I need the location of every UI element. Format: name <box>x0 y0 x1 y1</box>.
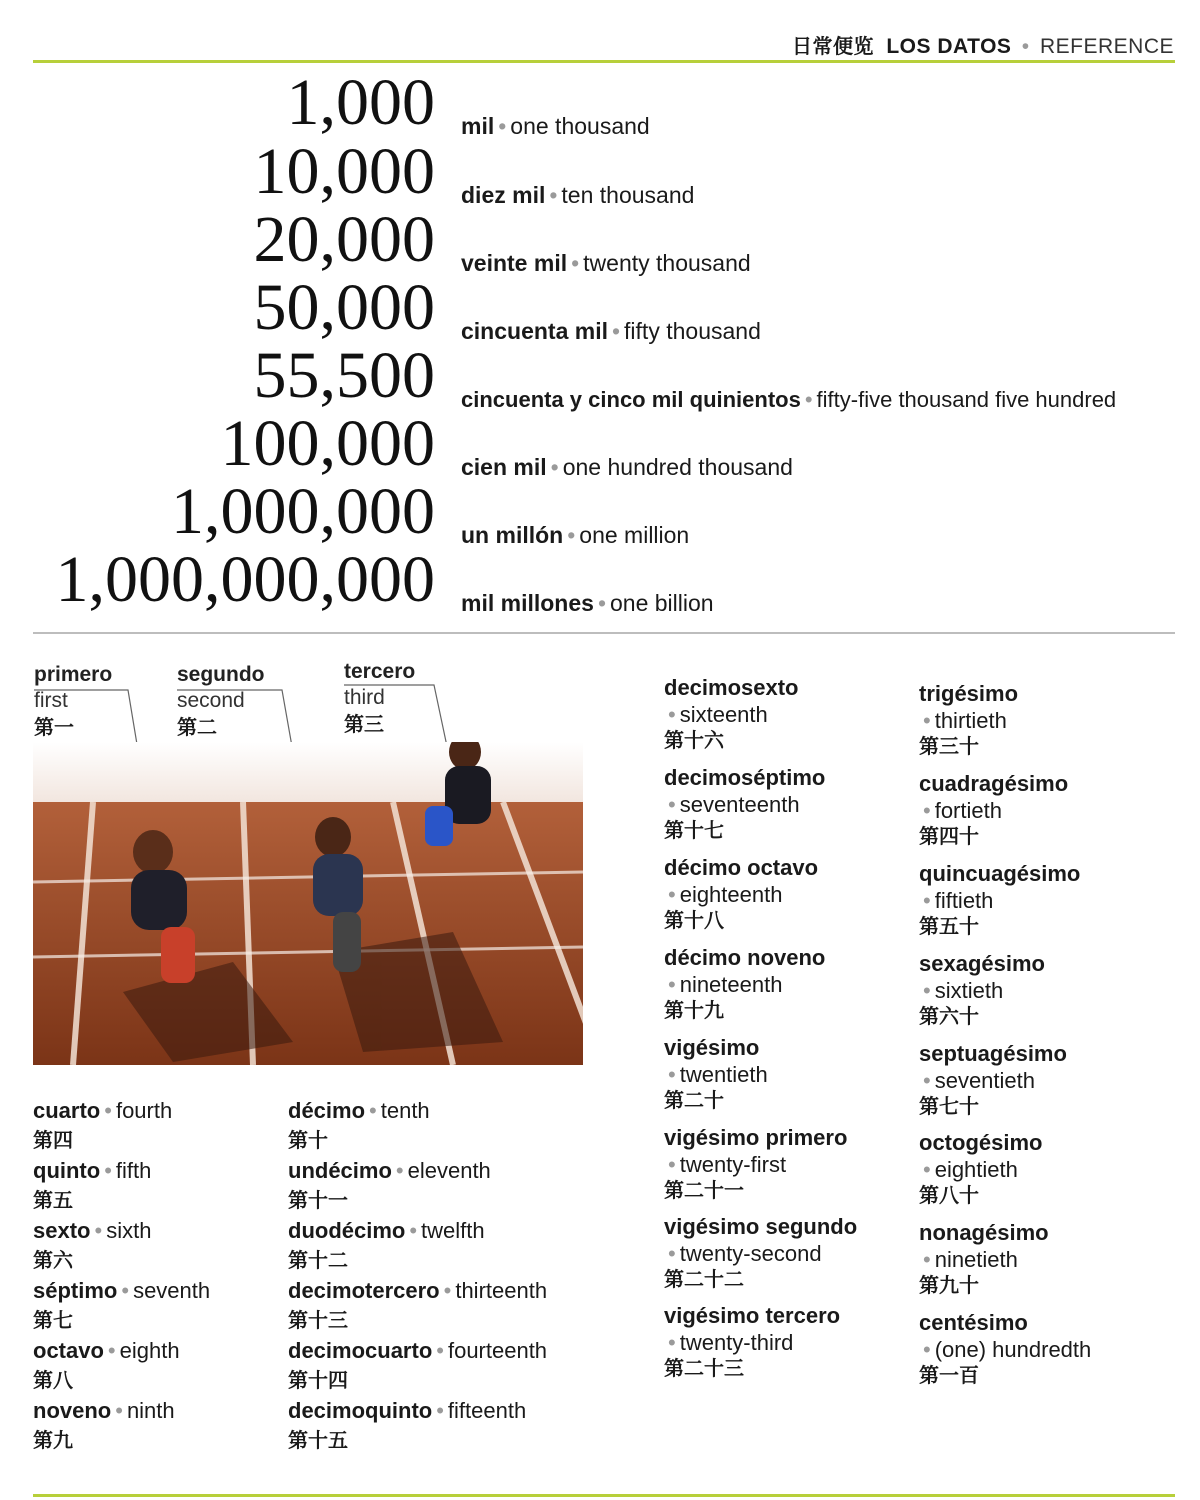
label-es: primero <box>34 663 113 686</box>
big-number-en: one billion <box>610 590 714 616</box>
bullet: • <box>436 1398 444 1423</box>
ordinal-zh: 第十 <box>288 1128 328 1152</box>
bullet: • <box>923 1157 931 1182</box>
big-number-en: one hundred thousand <box>562 454 793 480</box>
bullet: • <box>668 1152 676 1177</box>
bullet: • <box>104 1158 112 1183</box>
ordinal-es: vigésimo <box>664 1035 760 1060</box>
ordinal-en-line <box>664 1151 914 1178</box>
bullet: • <box>549 182 558 208</box>
ordinal-en-line <box>664 1240 914 1267</box>
ordinal-entry <box>664 764 914 842</box>
ordinal-en-line <box>919 1067 1169 1094</box>
ordinal-zh: 第六十 <box>919 1004 979 1028</box>
ordinal-es: séptimo <box>33 1278 118 1303</box>
ordinal-zh: 第十四 <box>288 1368 348 1392</box>
ordinal-en: seventeenth <box>679 792 800 817</box>
ordinal-entry <box>288 1337 608 1394</box>
bullet: • <box>443 1278 452 1303</box>
ordinal-en: fifth <box>115 1158 152 1183</box>
bullet: • <box>668 882 676 907</box>
ordinal-es: decimoquinto <box>288 1398 433 1423</box>
big-number-en: fifty-five thousand five hundred <box>816 387 1117 412</box>
ordinal-es: decimocuarto <box>288 1338 433 1363</box>
bullet: • <box>436 1338 444 1363</box>
ordinal-es: octavo <box>33 1338 104 1363</box>
bullet: • <box>567 522 576 548</box>
big-number-es: cincuenta y cinco mil quinientos <box>461 387 801 412</box>
ordinal-zh: 第五 <box>33 1188 73 1212</box>
ordinal-en: ninetieth <box>934 1247 1018 1272</box>
ordinal-en-line <box>919 1336 1169 1363</box>
ordinal-es: quincuagésimo <box>919 861 1081 886</box>
big-number-en: one million <box>579 522 690 548</box>
ordinal-zh: 第二十 <box>664 1088 724 1112</box>
ordinal-es: duodécimo <box>288 1218 406 1243</box>
bullet: • <box>923 798 931 823</box>
bottom-rule <box>33 1494 1175 1497</box>
ordinal-entry <box>919 860 1169 938</box>
ordinal-entry <box>919 950 1169 1028</box>
ordinal-zh: 第十七 <box>664 818 724 842</box>
ordinal-es: septuagésimo <box>919 1041 1067 1066</box>
bullet: • <box>668 1062 676 1087</box>
ordinal-zh: 第九十 <box>919 1273 979 1297</box>
ordinal-entry <box>664 854 914 932</box>
ordinal-en: twelfth <box>421 1218 485 1243</box>
bullet: • <box>395 1158 404 1183</box>
bullet: • <box>409 1218 418 1243</box>
header-en: REFERENCE <box>1039 35 1174 58</box>
ordinal-zh: 第十一 <box>288 1188 348 1212</box>
ordinal-en-line <box>919 1246 1169 1273</box>
ordinal-es: centésimo <box>919 1310 1028 1335</box>
ordinal-en: thirtieth <box>934 708 1007 733</box>
ordinal-zh: 第八十 <box>919 1183 979 1207</box>
header-separator: • <box>1021 35 1030 58</box>
ordinal-entry <box>664 1302 914 1380</box>
ordinal-en-line <box>664 1061 914 1088</box>
ordinal-entry <box>288 1157 608 1214</box>
label-zh: 第二 <box>177 715 217 739</box>
ordinal-zh: 第三十 <box>919 734 979 758</box>
ordinal-en-line <box>919 797 1169 824</box>
ordinal-entry <box>288 1277 608 1334</box>
bullet: • <box>369 1098 377 1123</box>
ordinal-es: decimotercero <box>288 1278 440 1303</box>
ordinal-entry <box>664 944 914 1022</box>
label-en: first <box>34 689 68 712</box>
ordinal-entry <box>33 1217 293 1274</box>
bullet: • <box>923 1247 931 1272</box>
ordinal-en-line <box>919 707 1169 734</box>
ordinal-zh: 第六 <box>33 1248 73 1272</box>
ordinal-es: décimo noveno <box>664 945 826 970</box>
ordinal-en-line <box>919 1156 1169 1183</box>
ordinal-en: tenth <box>380 1098 430 1123</box>
ordinal-entry <box>664 1124 914 1202</box>
big-number-figure: 1,000 <box>286 66 435 139</box>
ordinal-en-line <box>664 971 914 998</box>
bullet: • <box>668 972 676 997</box>
ordinal-en: ninth <box>126 1398 175 1423</box>
ordinal-zh: 第七 <box>33 1308 73 1332</box>
ordinal-es: cuarto <box>33 1098 101 1123</box>
label-es: tercero <box>344 660 416 683</box>
bullet: • <box>668 1330 676 1355</box>
ordinal-en: nineteenth <box>679 972 783 997</box>
ordinal-en-line <box>664 791 914 818</box>
ordinal-entry <box>33 1277 293 1334</box>
ordinal-entry <box>664 1213 914 1291</box>
ordinal-es: décimo <box>288 1098 366 1123</box>
ordinal-entry <box>919 770 1169 848</box>
ordinal-entry <box>33 1337 293 1394</box>
bullet: • <box>571 250 580 276</box>
ordinal-en-line <box>919 977 1169 1004</box>
ordinal-entry <box>919 1219 1169 1297</box>
ordinal-zh: 第一百 <box>919 1363 979 1387</box>
ordinal-zh: 第二十二 <box>664 1267 744 1291</box>
ordinal-zh: 第二十一 <box>664 1178 744 1202</box>
bullet: • <box>923 708 931 733</box>
ordinal-zh: 第十八 <box>664 908 724 932</box>
big-number-es: un millón <box>461 522 564 548</box>
big-number-en: one thousand <box>510 113 650 139</box>
ordinal-es: nonagésimo <box>919 1220 1049 1245</box>
label-zh: 第一 <box>34 715 74 739</box>
ordinal-zh: 第七十 <box>919 1094 979 1118</box>
ordinal-zh: 第十九 <box>664 998 724 1022</box>
ordinal-en: sixtieth <box>934 978 1004 1003</box>
bullet: • <box>923 1337 931 1362</box>
header-zh: 日常便览 <box>792 34 874 58</box>
ordinal-entry <box>33 1097 293 1154</box>
ordinal-zh: 第二十三 <box>664 1356 744 1380</box>
ordinal-en: eighth <box>119 1338 180 1363</box>
big-number-es: mil <box>461 113 495 139</box>
ordinal-en: fourteenth <box>447 1338 548 1363</box>
ordinal-en: thirteenth <box>455 1278 548 1303</box>
big-number-en: fifty thousand <box>624 318 761 344</box>
big-number-figure: 20,000 <box>253 203 435 276</box>
ordinal-zh: 第四 <box>33 1128 73 1152</box>
ordinal-entry <box>664 1034 914 1112</box>
bullet: • <box>550 454 559 480</box>
ordinal-zh: 第十二 <box>288 1248 348 1272</box>
ordinal-es: octogésimo <box>919 1130 1043 1155</box>
ordinal-es: vigésimo segundo <box>664 1214 858 1239</box>
bullet: • <box>597 590 606 616</box>
label-en: second <box>177 689 245 712</box>
page-header <box>792 30 1174 59</box>
ordinal-entry <box>919 1309 1169 1387</box>
ordinal-zh: 第五十 <box>919 914 979 938</box>
ordinal-en: fortieth <box>934 798 1002 823</box>
label-zh: 第三 <box>344 712 384 736</box>
bullet: • <box>94 1218 103 1243</box>
big-number-es: mil millones <box>461 590 594 616</box>
ordinal-es: sexagésimo <box>919 951 1045 976</box>
bullet: • <box>668 1241 676 1266</box>
ordinal-en: twenty-first <box>679 1152 787 1177</box>
big-number-en: twenty thousand <box>583 250 751 276</box>
ordinal-en: twenty-third <box>679 1330 794 1355</box>
ordinal-en: eightieth <box>934 1157 1018 1182</box>
big-number-figure: 55,500 <box>253 339 435 412</box>
bullet: • <box>498 113 507 139</box>
ordinal-entry <box>288 1217 608 1274</box>
big-number-figure: 1,000,000 <box>171 475 435 548</box>
big-number-es: cien mil <box>461 454 547 480</box>
ordinal-en: sixth <box>106 1218 152 1243</box>
big-number-es: diez mil <box>461 182 546 208</box>
big-number-es: cincuenta mil <box>461 318 608 344</box>
label-es: segundo <box>177 663 265 686</box>
ordinal-zh: 第十六 <box>664 728 724 752</box>
bullet: • <box>923 978 931 1003</box>
ordinal-en-line <box>919 887 1169 914</box>
ordinal-entry <box>33 1397 293 1454</box>
ordinal-en: fiftieth <box>934 888 994 913</box>
big-number-figure: 100,000 <box>220 407 435 480</box>
header-es: LOS DATOS <box>886 35 1012 58</box>
ordinal-entry <box>919 1129 1169 1207</box>
ordinal-en: eighteenth <box>679 882 783 907</box>
big-number-en: ten thousand <box>561 182 695 208</box>
track-illustration <box>33 742 583 1065</box>
bullet: • <box>668 702 676 727</box>
bullet: • <box>923 1068 931 1093</box>
bullet: • <box>121 1278 130 1303</box>
ordinal-en: fifteenth <box>447 1398 527 1423</box>
bullet: • <box>611 318 621 344</box>
ordinal-es: noveno <box>33 1398 112 1423</box>
ordinal-zh: 第十五 <box>288 1428 348 1452</box>
ordinal-en-line <box>664 881 914 908</box>
ordinal-es: quinto <box>33 1158 101 1183</box>
ordinal-zh: 第四十 <box>919 824 979 848</box>
big-number-figure: 10,000 <box>253 135 435 208</box>
ordinal-es: décimo octavo <box>664 855 819 880</box>
ordinal-es: decimosexto <box>664 675 799 700</box>
bullet: • <box>923 888 931 913</box>
label-en: third <box>344 686 385 709</box>
bullet: • <box>107 1338 116 1363</box>
ordinal-entry <box>288 1397 608 1454</box>
hurdlers-photo <box>33 742 583 1065</box>
bullet: • <box>668 792 676 817</box>
big-number-es: veinte mil <box>461 250 568 276</box>
ordinal-entry <box>919 1040 1169 1118</box>
bullet: • <box>804 387 813 412</box>
ordinal-zh: 第十三 <box>288 1308 348 1332</box>
ordinal-zh: 第八 <box>33 1368 73 1392</box>
ordinal-es: decimoséptimo <box>664 765 826 790</box>
ordinal-en: seventieth <box>934 1068 1035 1093</box>
ordinal-en: (one) hundredth <box>934 1337 1092 1362</box>
ordinal-es: trigésimo <box>919 681 1019 706</box>
ordinal-en: fourth <box>115 1098 173 1123</box>
ordinal-es: sexto <box>33 1218 91 1243</box>
ordinal-en-line <box>664 1329 914 1356</box>
ordinal-entry <box>288 1097 608 1154</box>
ordinal-entry <box>664 674 914 752</box>
ordinal-en: twenty-second <box>679 1241 822 1266</box>
ordinal-es: cuadragésimo <box>919 771 1069 796</box>
bullet: • <box>104 1098 112 1123</box>
ordinal-en: seventh <box>133 1278 211 1303</box>
big-number-figure: 1,000,000,000 <box>55 543 435 616</box>
ordinal-zh: 第九 <box>33 1428 73 1452</box>
ordinal-en: twentieth <box>679 1062 768 1087</box>
ordinal-en: eleventh <box>407 1158 491 1183</box>
ordinal-es: vigésimo primero <box>664 1125 848 1150</box>
ordinal-en-line <box>664 701 914 728</box>
ordinal-en: sixteenth <box>679 702 768 727</box>
big-number-figure: 50,000 <box>253 271 435 344</box>
ordinal-entry <box>33 1157 293 1214</box>
ordinal-es: undécimo <box>288 1158 392 1183</box>
ordinal-es: vigésimo tercero <box>664 1303 841 1328</box>
ordinal-entry <box>919 680 1169 758</box>
bullet: • <box>115 1398 123 1423</box>
